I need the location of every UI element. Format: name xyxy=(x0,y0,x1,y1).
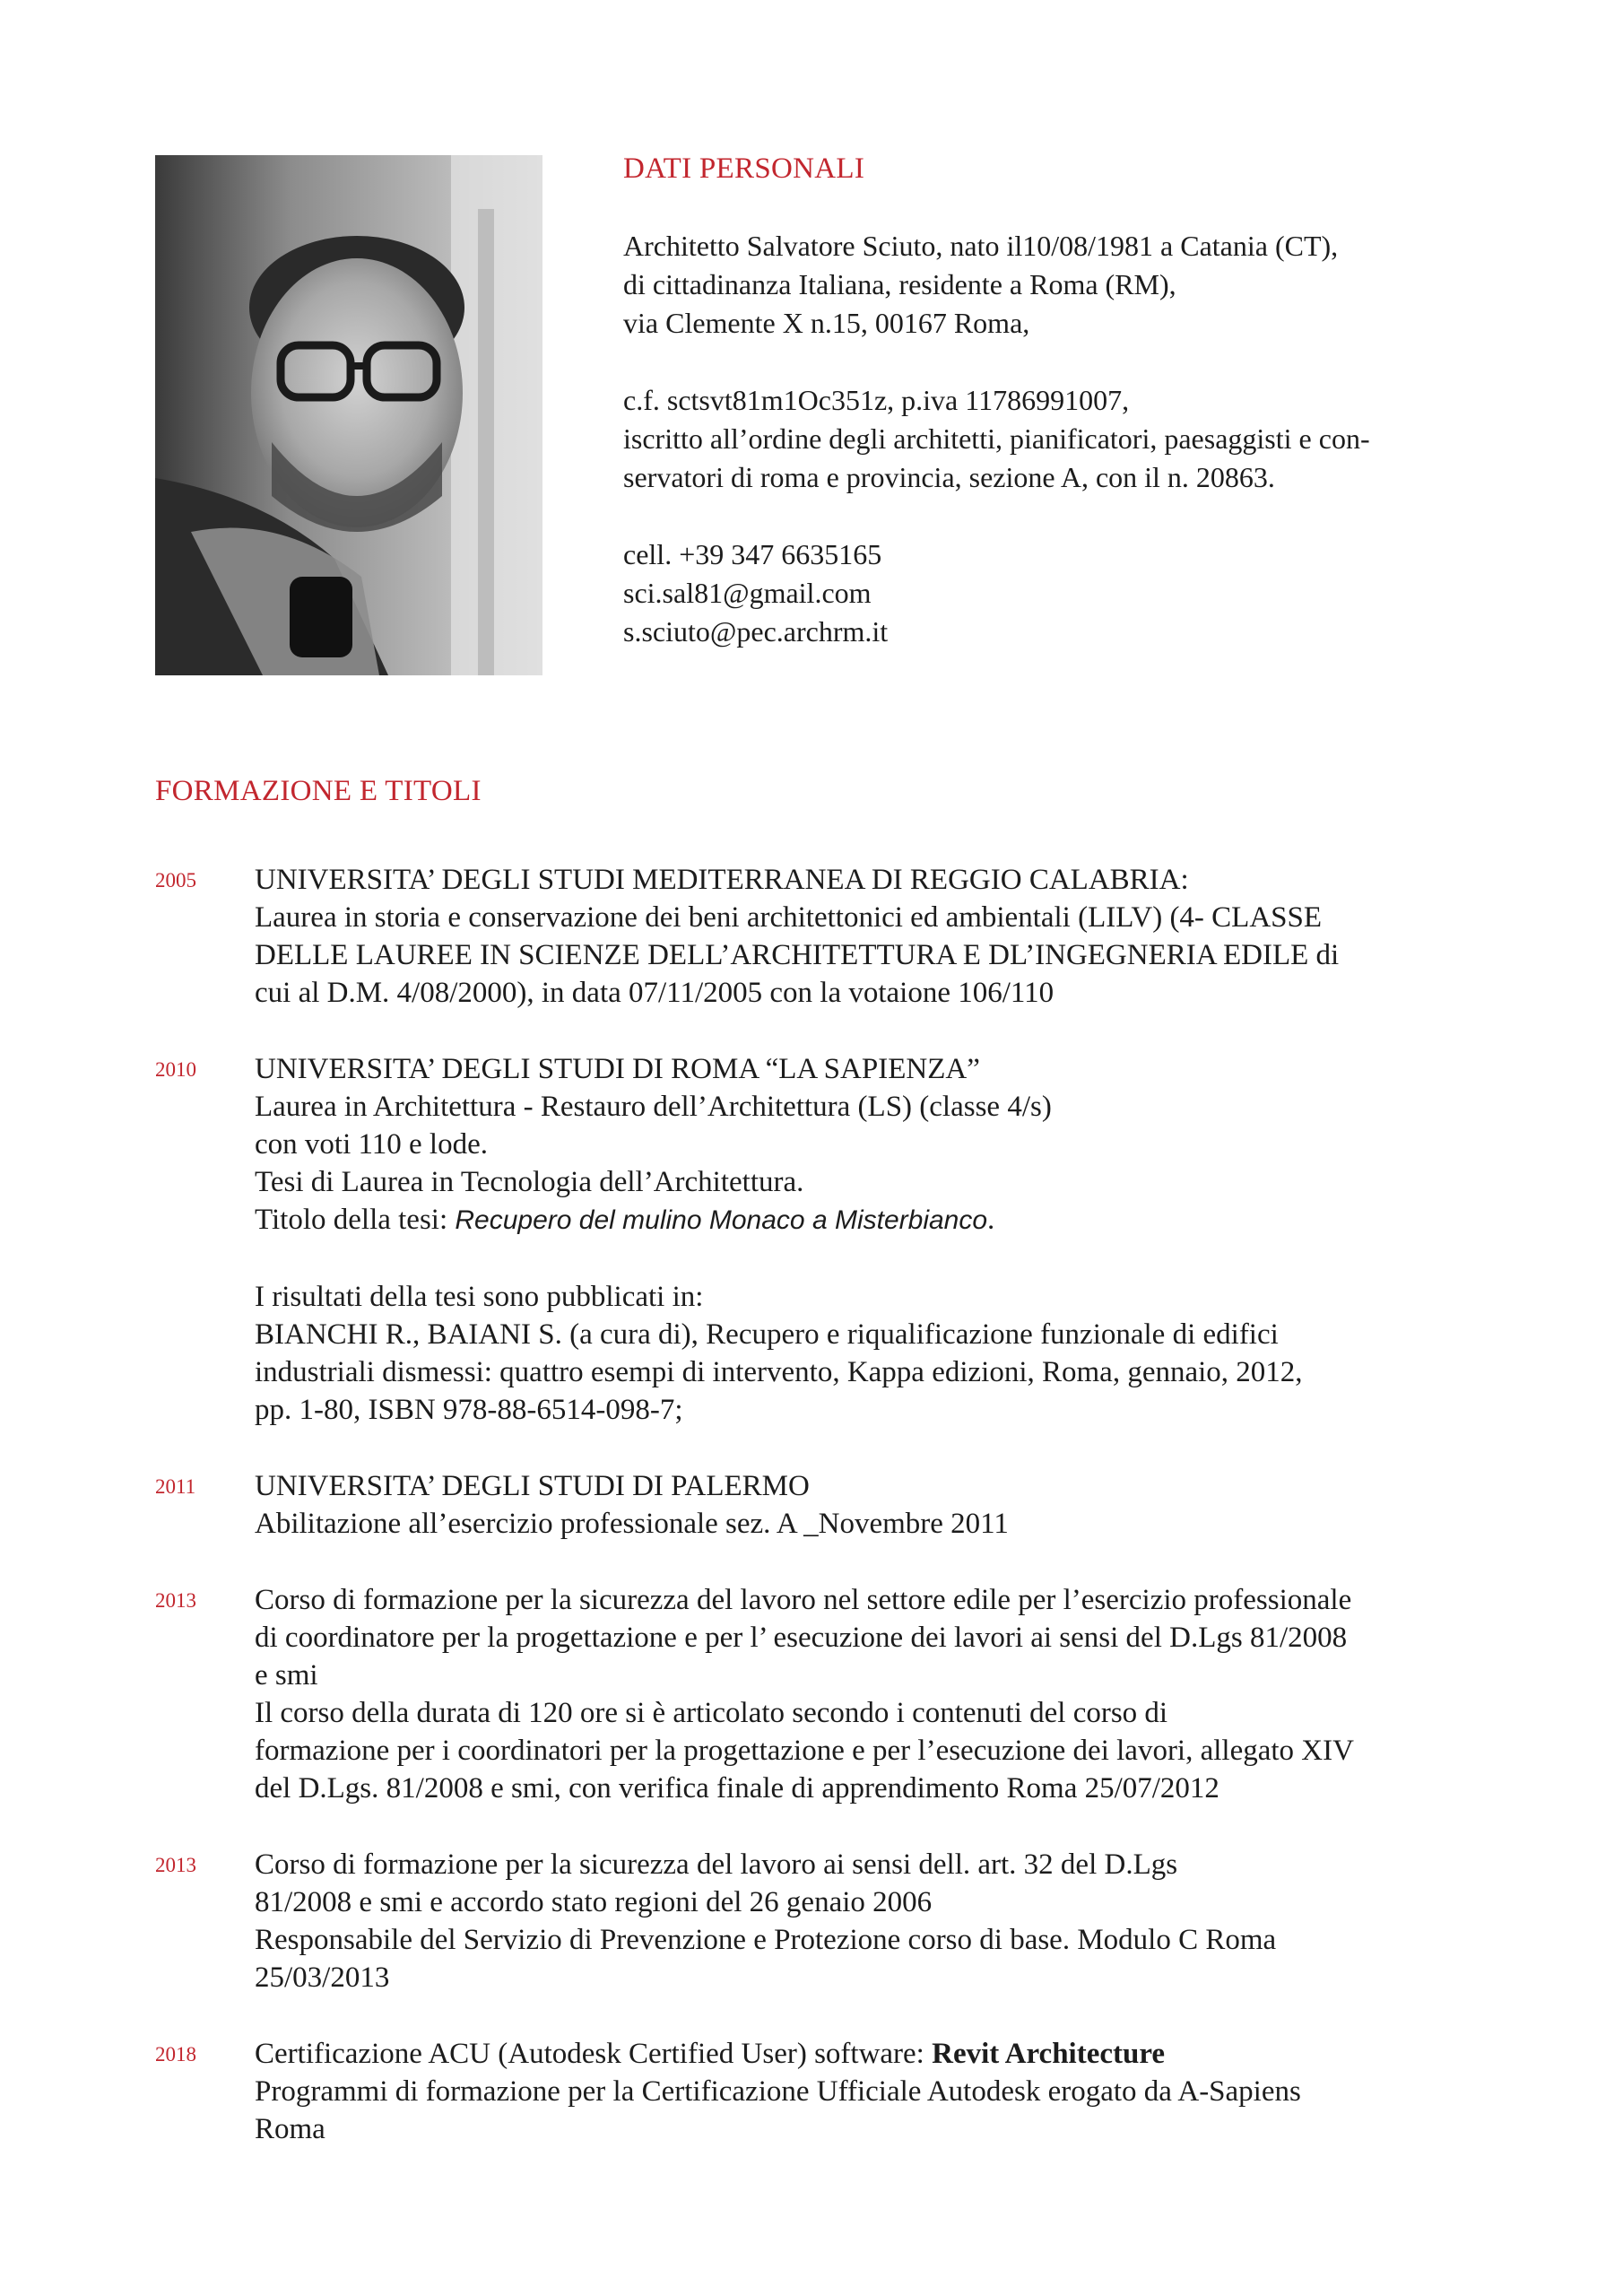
thesis-title-line xyxy=(255,1201,1536,1239)
portrait-photo xyxy=(155,155,542,675)
education-entry xyxy=(155,2035,1536,2148)
entry-line: cui al D.M. 4/08/2000), in data 07/11/2005 con la votaione 106/110 xyxy=(255,977,1055,1009)
entry-line: 81/2008 e smi e accordo stato regioni del 26 genaio 2006 xyxy=(255,1886,933,1918)
entry-line: e smi xyxy=(255,1659,318,1692)
email-address: sci.sal81@gmail.com xyxy=(623,577,872,609)
identity-line: via Clemente X n.15, 00167 Roma, xyxy=(623,307,1030,339)
entry-line: 25/03/2013 xyxy=(255,1961,390,1994)
publication-line: I risultati della tesi sono pubblicati in: xyxy=(255,1281,704,1313)
personal-section xyxy=(623,151,1520,651)
entry-line: Programmi di formazione per la Certificazione Ufficiale Autodesk erogato da A-Sapiens xyxy=(255,2075,1301,2108)
personal-registration xyxy=(623,381,1520,497)
entry-line: UNIVERSITA’ DEGLI STUDI DI ROMA “LA SAPIENZA” xyxy=(255,1053,980,1085)
personal-identity xyxy=(623,227,1520,343)
education-entry xyxy=(155,861,1536,1012)
entry-line: UNIVERSITA’ DEGLI STUDI DI PALERMO xyxy=(255,1470,810,1502)
education-entry xyxy=(155,1050,1536,1429)
publication-line: industriali dismessi: quattro esempi di intervento, Kappa edizioni, Roma, gennaio, 2012, xyxy=(255,1356,1303,1388)
entry-year: 2005 xyxy=(155,869,196,891)
education-list xyxy=(155,861,1536,2148)
pec-address: s.sciuto@pec.archrm.it xyxy=(623,615,889,648)
entry-line: del D.Lgs. 81/2008 e smi, con verifica finale di apprendimento Roma 25/07/2012 xyxy=(255,1772,1219,1805)
entry-year: 2013 xyxy=(155,1854,196,1876)
personal-contacts xyxy=(623,535,1520,651)
entry-year: 2013 xyxy=(155,1589,196,1612)
thesis-suffix: . xyxy=(987,1204,995,1236)
registration-line: servatori di roma e provincia, sezione A, con il n. 20863. xyxy=(623,461,1275,493)
publication-block xyxy=(255,1278,1536,1429)
certification-software: Revit Architecture xyxy=(932,2038,1166,2070)
entry-line: con voti 110 e lode. xyxy=(255,1128,488,1161)
personal-title: DATI PERSONALI xyxy=(623,152,865,185)
entry-line: Laurea in storia e conservazione dei beni architettonici ed ambientali (LILV) (4- CLASSE xyxy=(255,901,1323,934)
entry-line: Laurea in Architettura - Restauro dell’Architettura (LS) (classe 4/s) xyxy=(255,1091,1052,1123)
education-entry xyxy=(155,1581,1536,1807)
entry-line: Il corso della durata di 120 ore si è articolato secondo i contenuti del corso di xyxy=(255,1697,1168,1729)
registration-line: iscritto all’ordine degli architetti, pianificatori, paesaggisti e con- xyxy=(623,422,1370,455)
entry-line: Tesi di Laurea in Tecnologia dell’Architettura. xyxy=(255,1166,804,1198)
entry-line: Roma xyxy=(255,2113,325,2145)
entry-line: Abilitazione all’esercizio professionale sez. A _Novembre 2011 xyxy=(255,1508,1009,1540)
entry-line: Corso di formazione per la sicurezza del lavoro nel settore edile per l’esercizio professionale xyxy=(255,1584,1352,1616)
entry-line: Responsabile del Servizio di Prevenzione e Protezione corso di base. Modulo C Roma xyxy=(255,1924,1277,1956)
entry-line: Corso di formazione per la sicurezza del lavoro ai sensi dell. art. 32 del D.Lgs xyxy=(255,1848,1178,1881)
entry-year: 2018 xyxy=(155,2043,196,2066)
thesis-prefix: Titolo della tesi: xyxy=(255,1204,456,1236)
phone-number: cell. +39 347 6635165 xyxy=(623,538,882,570)
thesis-title: Recupero del mulino Monaco a Misterbianco xyxy=(455,1205,988,1235)
entry-line: DELLE LAUREE IN SCIENZE DELL’ARCHITETTURA E DL’INGEGNERIA EDILE di xyxy=(255,939,1340,971)
publication-line: BIANCHI R., BAIANI S. (a cura di), Recupero e riqualificazione funzionale di edifici xyxy=(255,1318,1279,1351)
identity-line: Architetto Salvatore Sciuto, nato il10/08/1981 a Catania (CT), xyxy=(623,230,1339,262)
education-entry xyxy=(155,1467,1536,1543)
entry-line: UNIVERSITA’ DEGLI STUDI MEDITERRANEA DI REGGIO CALABRIA: xyxy=(255,864,1189,896)
certification-prefix: Certificazione ACU (Autodesk Certified User) software: xyxy=(255,2038,933,2070)
education-entry xyxy=(155,1846,1536,1996)
publication-line: pp. 1-80, ISBN 978-88-6514-098-7; xyxy=(255,1394,683,1426)
registration-line: c.f. sctsvt81m1Oc351z, p.iva 11786991007, xyxy=(623,384,1130,416)
entry-line: di coordinatore per la progettazione e per l’ esecuzione dei lavori ai sensi del D.Lgs 81/2008 xyxy=(255,1622,1348,1654)
certification-line xyxy=(255,2035,1536,2073)
education-title: FORMAZIONE E TITOLI xyxy=(155,775,482,807)
identity-line: di cittadinanza Italiana, residente a Roma (RM), xyxy=(623,268,1176,300)
education-section xyxy=(155,773,1536,2148)
entry-year: 2011 xyxy=(155,1475,196,1498)
entry-year: 2010 xyxy=(155,1058,196,1081)
entry-line: formazione per i coordinatori per la progettazione e per l’esecuzione dei lavori, allegato XIV xyxy=(255,1735,1354,1767)
